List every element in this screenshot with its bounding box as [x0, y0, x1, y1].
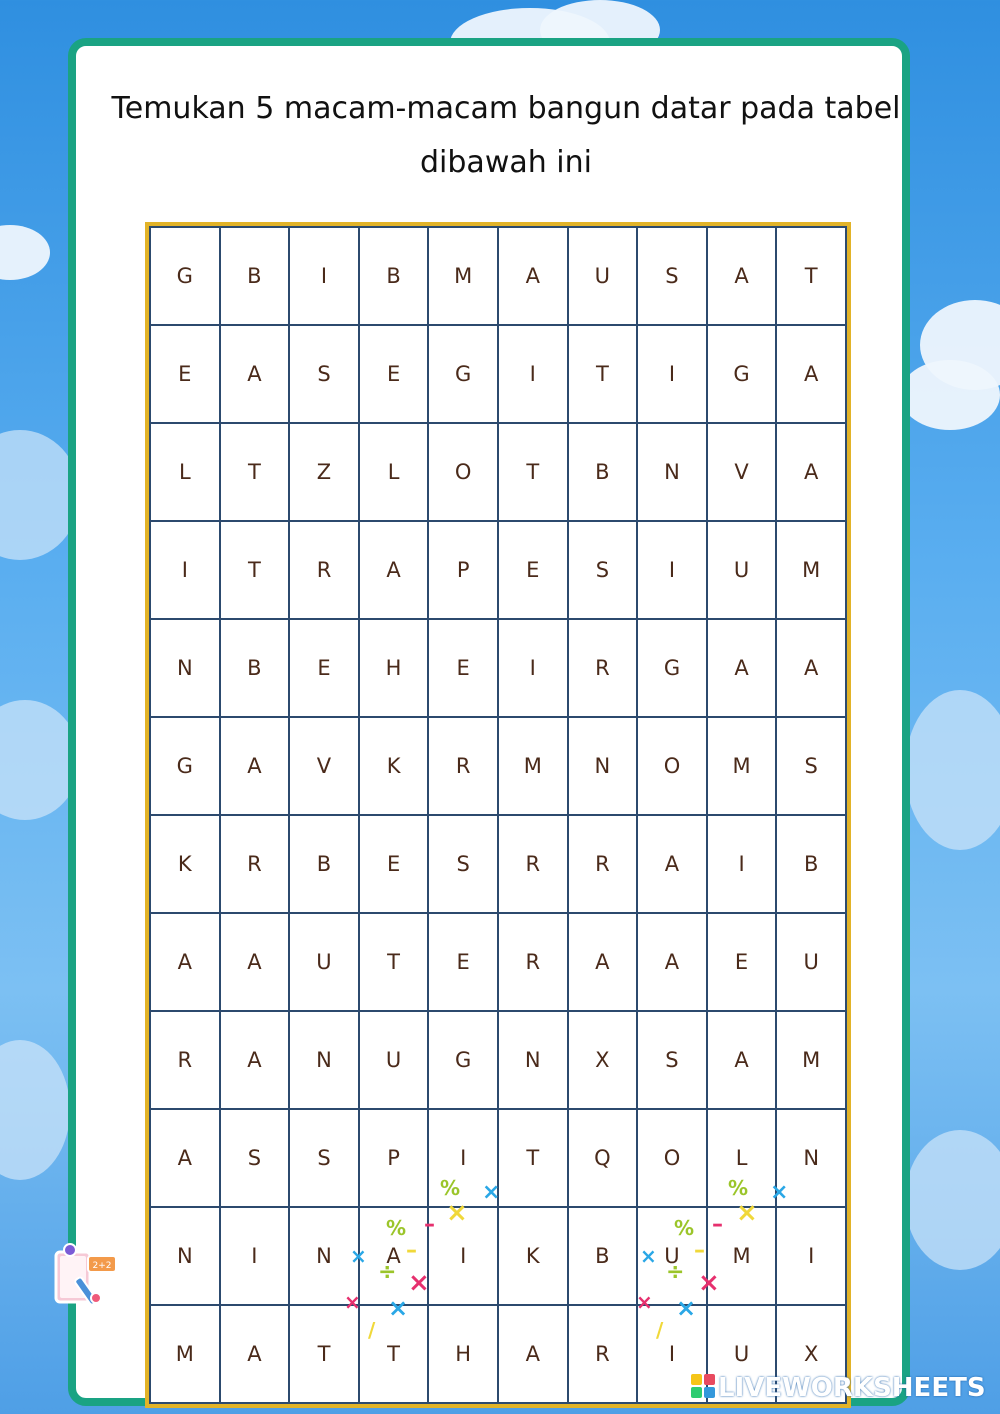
cloud	[905, 1130, 1000, 1270]
liveworksheets-logo-icon	[690, 1373, 716, 1399]
title-line-2: dibawah ini	[420, 145, 592, 180]
grid-cell[interactable]: I	[707, 815, 777, 913]
grid-cell[interactable]: U	[707, 521, 777, 619]
grid-cell[interactable]: P	[359, 1109, 429, 1207]
grid-cell[interactable]: I	[637, 521, 707, 619]
grid-cell[interactable]: A	[568, 913, 638, 1011]
grid-cell[interactable]: A	[707, 227, 777, 325]
grid-cell[interactable]: B	[220, 619, 290, 717]
grid-cell[interactable]: A	[776, 619, 846, 717]
grid-cell[interactable]: N	[150, 619, 220, 717]
grid-cell[interactable]: E	[428, 913, 498, 1011]
grid-cell[interactable]: X	[776, 1305, 846, 1403]
grid-row	[150, 521, 846, 619]
grid-cell[interactable]: N	[150, 1207, 220, 1305]
grid-row	[150, 717, 846, 815]
grid-cell[interactable]: S	[637, 227, 707, 325]
grid-row	[150, 815, 846, 913]
grid-cell[interactable]: U	[637, 1207, 707, 1305]
grid-row	[150, 913, 846, 1011]
grid-cell[interactable]: A	[498, 1305, 568, 1403]
grid-cell[interactable]: U	[289, 913, 359, 1011]
title-line-1: Temukan 5 macam-macam bangun datar pada tabel	[111, 91, 901, 126]
grid-cell[interactable]: A	[707, 1011, 777, 1109]
grid-cell[interactable]: V	[707, 423, 777, 521]
grid-cell[interactable]: K	[359, 717, 429, 815]
grid-cell[interactable]: A	[498, 227, 568, 325]
grid-cell[interactable]: E	[359, 815, 429, 913]
grid-cell[interactable]: E	[289, 619, 359, 717]
grid-cell[interactable]: G	[428, 1011, 498, 1109]
grid-cell[interactable]: A	[220, 913, 290, 1011]
grid-cell[interactable]: G	[150, 717, 220, 815]
grid-cell[interactable]: R	[498, 815, 568, 913]
grid-cell[interactable]: I	[428, 1109, 498, 1207]
grid-cell[interactable]: L	[150, 423, 220, 521]
grid-cell[interactable]: T	[359, 1305, 429, 1403]
grid-cell[interactable]: A	[776, 325, 846, 423]
cloud	[0, 225, 50, 280]
grid-cell[interactable]: S	[289, 325, 359, 423]
grid-cell[interactable]: I	[637, 1305, 707, 1403]
grid-cell[interactable]: S	[220, 1109, 290, 1207]
grid-cell[interactable]: E	[150, 325, 220, 423]
grid-cell[interactable]: T	[498, 423, 568, 521]
grid-cell[interactable]: B	[776, 815, 846, 913]
grid-cell[interactable]: R	[428, 717, 498, 815]
grid-cell[interactable]: B	[568, 423, 638, 521]
grid-cell[interactable]: I	[428, 1207, 498, 1305]
grid-cell[interactable]: G	[428, 325, 498, 423]
grid-cell[interactable]: M	[707, 1207, 777, 1305]
grid-cell[interactable]: A	[220, 325, 290, 423]
grid-cell[interactable]: H	[428, 1305, 498, 1403]
grid-cell[interactable]: A	[637, 815, 707, 913]
grid-cell[interactable]: M	[150, 1305, 220, 1403]
grid-cell[interactable]: M	[776, 1011, 846, 1109]
grid-cell[interactable]: M	[776, 521, 846, 619]
grid-cell[interactable]: A	[707, 619, 777, 717]
cloud	[905, 690, 1000, 850]
grid-cell[interactable]: G	[707, 325, 777, 423]
grid-cell[interactable]: T	[359, 913, 429, 1011]
grid-cell[interactable]: S	[568, 521, 638, 619]
grid-cell[interactable]: S	[637, 1011, 707, 1109]
grid-row	[150, 1011, 846, 1109]
grid-cell[interactable]: T	[220, 423, 290, 521]
grid-cell[interactable]: R	[498, 913, 568, 1011]
grid-cell[interactable]: N	[637, 423, 707, 521]
grid-cell[interactable]: N	[289, 1207, 359, 1305]
grid-cell[interactable]: I	[498, 619, 568, 717]
grid-cell[interactable]: R	[150, 1011, 220, 1109]
grid-cell[interactable]: A	[220, 1305, 290, 1403]
grid-cell[interactable]: N	[568, 717, 638, 815]
grid-row	[150, 423, 846, 521]
grid-cell[interactable]: M	[498, 717, 568, 815]
grid-cell[interactable]: U	[359, 1011, 429, 1109]
grid-row	[150, 227, 846, 325]
grid-cell[interactable]: N	[289, 1011, 359, 1109]
grid-cell[interactable]: S	[428, 815, 498, 913]
grid-cell[interactable]: K	[498, 1207, 568, 1305]
word-search-grid	[145, 222, 851, 1408]
grid-row	[150, 325, 846, 423]
grid-cell[interactable]: I	[776, 1207, 846, 1305]
grid-cell[interactable]: A	[359, 1207, 429, 1305]
grid-cell[interactable]: U	[776, 913, 846, 1011]
grid-cell[interactable]: A	[150, 1109, 220, 1207]
grid-cell[interactable]: L	[707, 1109, 777, 1207]
grid-cell[interactable]: E	[428, 619, 498, 717]
grid-cell[interactable]: I	[637, 325, 707, 423]
grid-cell[interactable]: B	[359, 227, 429, 325]
grid-cell[interactable]: S	[776, 717, 846, 815]
grid-cell[interactable]: M	[428, 227, 498, 325]
grid-cell[interactable]: I	[289, 227, 359, 325]
grid-cell[interactable]: I	[150, 521, 220, 619]
grid-cell[interactable]: V	[289, 717, 359, 815]
svg-text:2+2: 2+2	[92, 1261, 112, 1271]
grid-cell[interactable]: I	[498, 325, 568, 423]
grid-cell[interactable]: R	[568, 619, 638, 717]
grid-cell[interactable]: O	[637, 717, 707, 815]
grid-cell[interactable]: I	[220, 1207, 290, 1305]
grid-cell[interactable]: B	[220, 227, 290, 325]
grid-cell[interactable]: T	[776, 227, 846, 325]
grid-cell[interactable]: E	[498, 521, 568, 619]
grid-cell[interactable]: S	[289, 1109, 359, 1207]
grid-cell[interactable]: R	[220, 815, 290, 913]
grid-cell[interactable]: A	[359, 521, 429, 619]
grid-cell[interactable]: T	[220, 521, 290, 619]
grid-cell[interactable]: A	[637, 913, 707, 1011]
grid-cell[interactable]: R	[568, 1305, 638, 1403]
grid-cell[interactable]: B	[289, 815, 359, 913]
grid-cell[interactable]: T	[289, 1305, 359, 1403]
grid-cell[interactable]: E	[707, 913, 777, 1011]
grid-cell[interactable]: Z	[289, 423, 359, 521]
grid-cell[interactable]: T	[498, 1109, 568, 1207]
grid-cell[interactable]: U	[707, 1305, 777, 1403]
grid-cell[interactable]: N	[498, 1011, 568, 1109]
grid-cell[interactable]: X	[568, 1011, 638, 1109]
grid-cell[interactable]: A	[150, 913, 220, 1011]
math-notebook-icon	[52, 1242, 122, 1312]
grid-cell[interactable]: G	[637, 619, 707, 717]
grid-cell[interactable]: E	[359, 325, 429, 423]
grid-cell[interactable]: A	[220, 1011, 290, 1109]
cloud	[0, 1040, 70, 1180]
grid-cell[interactable]: O	[637, 1109, 707, 1207]
grid-cell[interactable]: Q	[568, 1109, 638, 1207]
grid-cell[interactable]: N	[776, 1109, 846, 1207]
grid-cell[interactable]: K	[150, 815, 220, 913]
grid-cell[interactable]: L	[359, 423, 429, 521]
page-title	[106, 82, 906, 190]
grid-cell[interactable]: U	[568, 227, 638, 325]
grid-cell[interactable]: B	[568, 1207, 638, 1305]
grid-cell[interactable]: P	[428, 521, 498, 619]
grid-cell[interactable]: A	[220, 717, 290, 815]
grid-cell[interactable]: G	[150, 227, 220, 325]
grid-cell[interactable]: H	[359, 619, 429, 717]
grid-cell[interactable]: O	[428, 423, 498, 521]
liveworksheets-logo[interactable]	[690, 1373, 986, 1409]
cloud	[900, 360, 1000, 430]
grid-cell[interactable]: T	[568, 325, 638, 423]
grid-cell[interactable]: A	[776, 423, 846, 521]
grid-cell[interactable]: R	[289, 521, 359, 619]
grid-cell[interactable]: R	[568, 815, 638, 913]
grid-row	[150, 619, 846, 717]
grid-cell[interactable]: M	[707, 717, 777, 815]
liveworksheets-brand: LIVEWORKSHEETS	[718, 1373, 986, 1403]
